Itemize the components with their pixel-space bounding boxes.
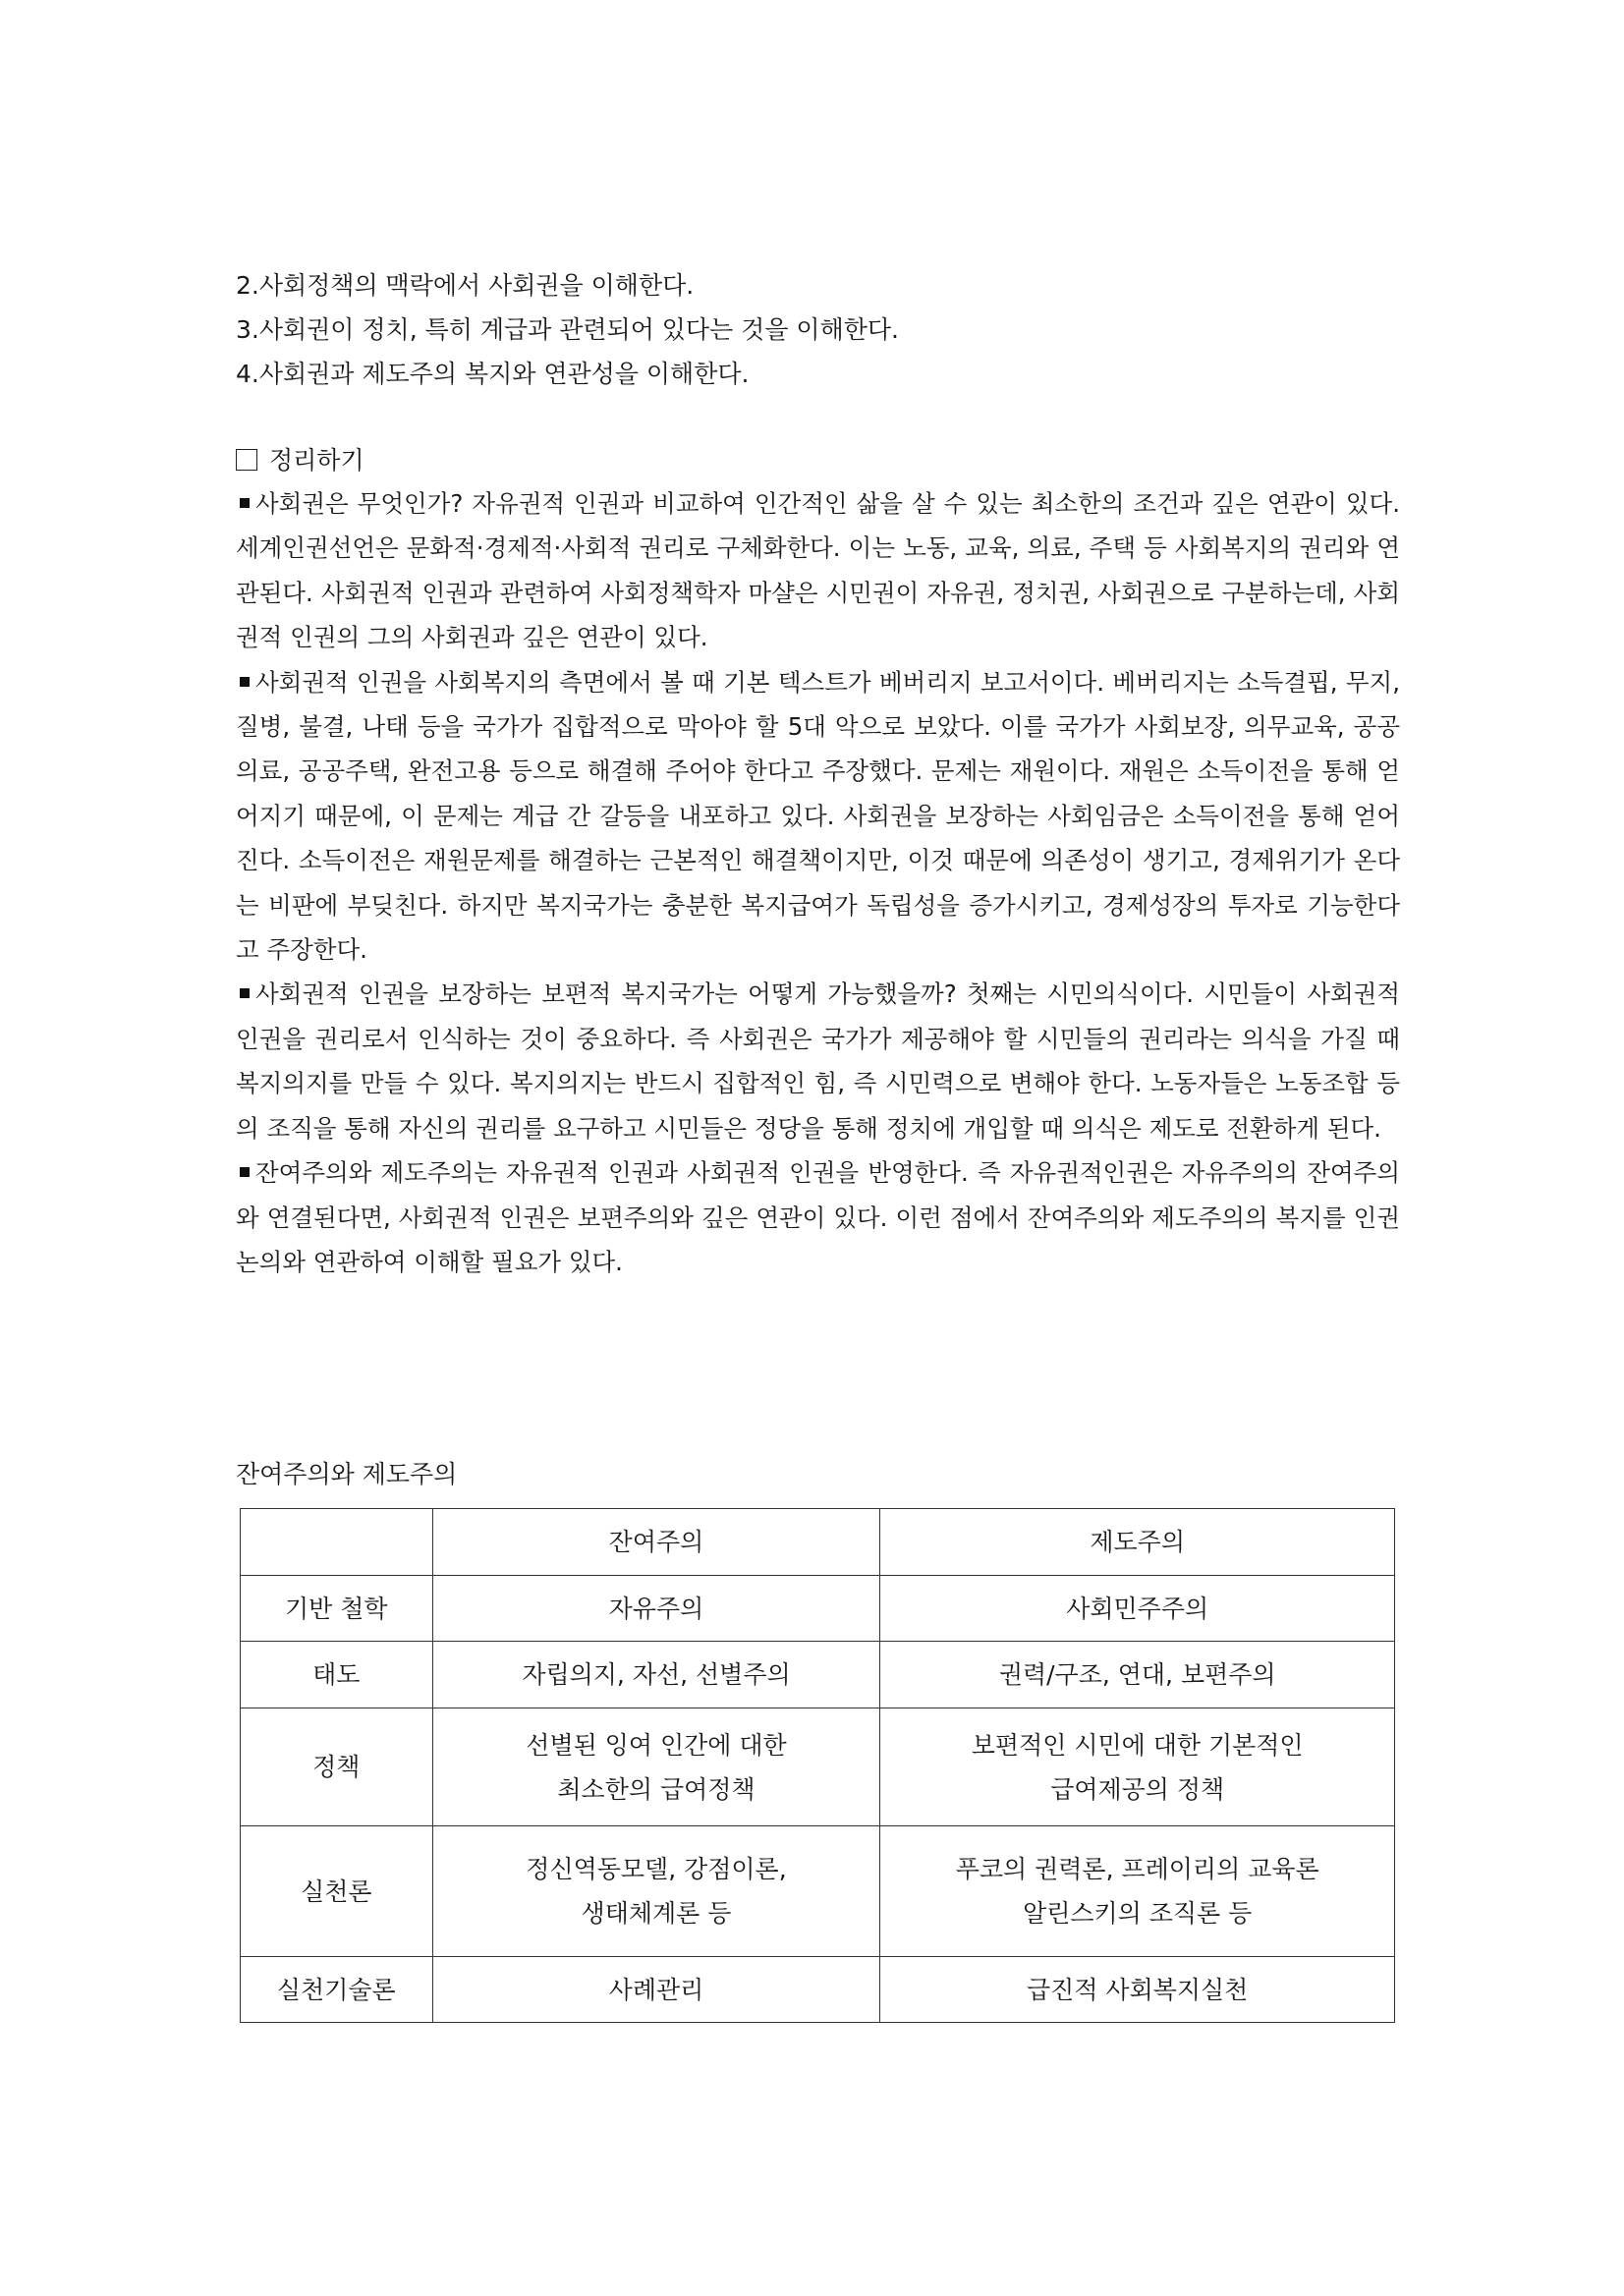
residual-cell (432, 1642, 880, 1708)
table-row (241, 1576, 1395, 1642)
table-row (241, 1642, 1395, 1708)
cell-line: 선별된 잉여 인간에 대한 (526, 1730, 787, 1760)
residual-cell (432, 1957, 880, 2023)
paragraph-text: 잔여주의와 제도주의는 자유권적 인권과 사회권적 인권을 반영한다. 즉 자유권적인권은 자유주의의 잔여주의와 연결된다면, 사회권적 인권은 보편주의와 깊은 연관이 있다. 이런 점에서 잔여주의와 제도주의의 복지를 인권 논의와 연관하여 이해할 필요가 있다. (236, 1158, 1401, 1276)
checkbox-square-icon (236, 449, 257, 471)
institutional-cell (880, 1576, 1395, 1642)
row-label: 실천론 (241, 1826, 433, 1957)
header-cell-empty (241, 1509, 433, 1576)
cell-line: 보편적인 시민에 대한 기본적인 (971, 1730, 1304, 1760)
cell-line: 알린스키의 조직론 등 (1023, 1899, 1253, 1928)
institutional-cell (880, 1957, 1395, 2023)
summary-paragraphs (236, 481, 1400, 1284)
row-label: 실천기술론 (241, 1957, 433, 2023)
cell-line: 사례관리 (608, 1975, 704, 2004)
residual-cell (432, 1576, 880, 1642)
table-row (241, 1708, 1395, 1826)
table-caption: 잔여주의와 제도주의 (236, 1460, 458, 1488)
goal-item: 2.사회정책의 맥락에서 사회권을 이해한다. (236, 271, 695, 300)
institutional-cell (880, 1708, 1395, 1826)
table-row (241, 1957, 1395, 2023)
square-bullet-icon (240, 988, 250, 998)
summary-heading (236, 438, 364, 482)
cell-line: 자유주의 (608, 1594, 704, 1623)
summary-paragraph (236, 972, 1400, 1150)
paragraph-text: 사회권적 인권을 보장하는 보편적 복지국가는 어떻게 가능했을까? 첫째는 시민의식이다. 시민들이 사회권적 인권을 권리로서 인식하는 것이 중요하다. 즉 사회권은 국가가 제공해야 할 시민들의 권리라는 의식을 가질 때 복지의지를 만들 수 있다. 복지의지는 반드시 집합적인 힘, 즉 시민력으로 변해야 한다. 노동자들은 노동조합 등의 조직을 통해 자신의 권리를 요구하고 시민들은 정당을 통해 정치에 개입할 때 의식은 제도로 전환하게 된다. (236, 980, 1400, 1143)
institutional-cell (880, 1826, 1395, 1957)
goal-item: 4.사회권과 제도주의 복지와 연관성을 이해한다. (236, 360, 750, 388)
cell-line: 생태체계론 등 (581, 1899, 732, 1928)
summary-paragraph (236, 1150, 1400, 1284)
cell-line: 최소한의 급여정책 (557, 1774, 756, 1804)
cell-line: 푸코의 권력론, 프레이리의 교육론 (955, 1855, 1319, 1883)
row-label: 정책 (241, 1708, 433, 1826)
residual-cell (432, 1708, 880, 1826)
square-bullet-icon (240, 1167, 250, 1177)
row-label: 기반 철학 (241, 1576, 433, 1642)
summary-paragraph (236, 660, 1400, 973)
cell-line: 자립의지, 자선, 선별주의 (522, 1660, 791, 1689)
row-label: 태도 (241, 1642, 433, 1708)
summary-paragraph (236, 481, 1400, 660)
comparison-table (240, 1508, 1395, 2023)
square-bullet-icon (240, 498, 250, 508)
paragraph-text: 사회권은 무엇인가? 자유권적 인권과 비교하여 인간적인 삶을 살 수 있는 최소한의 조건과 깊은 연관이 있다. 세계인권선언은 문화적·경제적·사회적 권리로 구체화한다. 이는 노동, 교육, 의료, 주택 등 사회복지의 권리와 연관된다. 사회권적 인권과 관련하여 사회정책학자 마샬은 시민권이 자유권, 정치권, 사회권으로 구분하는데, 사회권적 인권의 그의 사회권과 깊은 연관이 있다. (236, 489, 1400, 652)
institutional-cell (880, 1642, 1395, 1708)
cell-line: 급진적 사회복지실천 (1027, 1975, 1249, 2004)
residual-cell (432, 1826, 880, 1957)
paragraph-text: 사회권적 인권을 사회복지의 측면에서 볼 때 기본 텍스트가 베버리지 보고서이다. 베버리지는 소득결핍, 무지, 질병, 불결, 나태 등을 국가가 집합적으로 막아야 할 5대 악으로 보았다. 이를 국가가 사회보장, 의무교육, 공공의료, 공공주택, 완전고용 등으로 해결해 주어야 한다고 주장했다. 문제는 재원이다. 재원은 소득이전을 통해 얻어지기 때문에, 이 문제는 계급 간 갈등을 내포하고 있다. 사회권을 보장하는 사회임금은 소득이전을 통해 얻어진다. 소득이전은 재원문제를 해결하는 근본적인 해결책이지만, 이것 때문에 의존성이 생기고, 경제위기가 온다는 비판에 부딪친다. 하지만 복지국가는 충분한 복지급여가 독립성을 증가시키고, 경제성장의 투자로 기능한다고 주장한다. (236, 667, 1400, 965)
cell-line: 정신역동모델, 강점이론, (526, 1855, 787, 1883)
summary-heading-text: 정리하기 (269, 446, 364, 475)
learning-goals (236, 263, 1395, 396)
table-header-row (241, 1509, 1395, 1576)
cell-line: 급여제공의 정책 (1050, 1774, 1225, 1804)
header-cell-institutional: 제도주의 (880, 1509, 1395, 1576)
cell-line: 권력/구조, 연대, 보편주의 (998, 1660, 1276, 1689)
cell-line: 사회민주주의 (1066, 1594, 1209, 1623)
goal-item: 3.사회권이 정치, 특히 계급과 관련되어 있다는 것을 이해한다. (236, 315, 899, 344)
table-row (241, 1826, 1395, 1957)
square-bullet-icon (240, 677, 250, 687)
header-cell-residual: 잔여주의 (432, 1509, 880, 1576)
